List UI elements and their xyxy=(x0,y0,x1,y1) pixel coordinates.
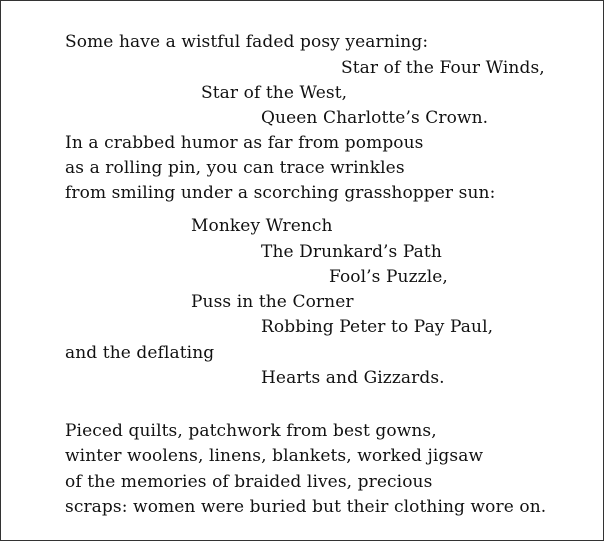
poem-line: In a crabbed humor as far from pompous xyxy=(65,133,424,153)
poem-line: Some have a wistful faded posy yearning: xyxy=(65,32,429,52)
poem-line: Fool’s Puzzle, xyxy=(329,267,448,287)
poem-line: Hearts and Gizzards. xyxy=(261,368,445,388)
poem-line: Robbing Peter to Pay Paul, xyxy=(261,317,494,337)
poem-line: Queen Charlotte’s Crown. xyxy=(261,108,489,128)
poem-line: Pieced quilts, patchwork from best gowns, xyxy=(65,421,437,441)
poem-line: Star of the Four Winds, xyxy=(341,58,545,78)
poem-line: winter woolens, linens, blankets, worked jigsaw xyxy=(65,446,484,466)
poem-line: Puss in the Corner xyxy=(191,292,354,312)
poem-line: Monkey Wrench xyxy=(191,216,333,236)
poem-line: and the deflating xyxy=(65,343,215,363)
poem-line: The Drunkard’s Path xyxy=(261,242,442,262)
poem-line: as a rolling pin, you can trace wrinkles xyxy=(65,158,405,178)
poem-line: scraps: women were buried but their clothing wore on. xyxy=(65,497,547,517)
poem-line: Star of the West, xyxy=(201,83,348,103)
poem-line: from smiling under a scorching grasshopper sun: xyxy=(65,183,496,203)
poem-line: of the memories of braided lives, precious xyxy=(65,472,433,492)
